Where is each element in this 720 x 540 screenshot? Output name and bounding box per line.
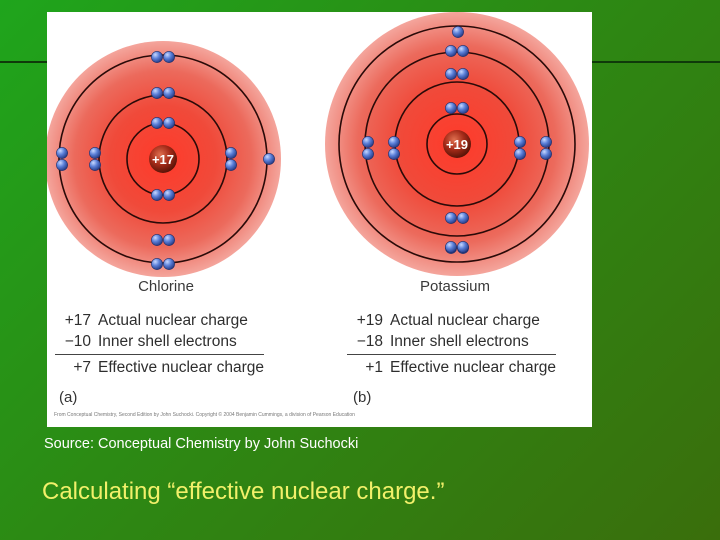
electron [457,241,468,252]
electron [56,147,67,158]
left-row-inner [55,331,264,352]
electron [540,148,551,159]
electron [163,189,174,200]
right-divider-line [592,61,720,63]
chlorine-atom [47,41,281,277]
electron [163,258,174,269]
electron [151,117,162,128]
right-effective-value: +1 [365,359,383,376]
electron [457,102,468,113]
potassium-nucleus-charge: +19 [445,137,469,152]
electron [457,68,468,79]
electron [540,136,551,147]
electron [457,45,468,56]
right-inner-value: −18 [356,333,383,350]
left-actual-label: Actual nuclear charge [98,312,248,329]
electron [89,159,100,170]
panel-label-b: (b) [353,389,372,406]
left-row-effective [55,354,264,378]
right-actual-label: Actual nuclear charge [390,312,540,329]
electron [163,117,174,128]
left-charge-table [55,310,264,378]
figure-credit: From Conceptual Chemistry, Second Edition by John Suchocki. Copyright © 2004 Benjamin Cummings, a division of Pearson Education [54,412,355,418]
left-actual-value: +17 [64,312,91,329]
right-element-name: Potassium [419,278,491,295]
left-element-name: Chlorine [138,278,194,295]
electron [151,234,162,245]
electron [362,148,373,159]
electron [163,51,174,62]
right-row-actual [347,310,556,331]
right-row-inner [347,331,556,352]
electron [89,147,100,158]
electron [56,159,67,170]
electron [225,159,236,170]
electron [263,153,274,164]
right-charge-table [347,310,556,378]
potassium-atom [325,12,589,276]
source-text: Source: Conceptual Chemistry by John Suchocki [44,436,359,452]
electron [151,189,162,200]
electron [151,258,162,269]
left-row-actual [55,310,264,331]
right-inner-label: Inner shell electrons [390,333,529,350]
left-inner-value: −10 [64,333,91,350]
electron [445,102,456,113]
electron [163,87,174,98]
electron [445,68,456,79]
electron [445,45,456,56]
left-effective-value: +7 [73,359,91,376]
left-divider-line [0,61,47,63]
electron [388,148,399,159]
electron [514,148,525,159]
electron [514,136,525,147]
slide-caption: Calculating “effective nuclear charge.” [42,478,445,505]
electron [445,241,456,252]
right-actual-value: +19 [356,312,383,329]
electron [225,147,236,158]
electron [362,136,373,147]
atom-figure [47,12,592,427]
panel-label-a: (a) [59,389,78,406]
electron [457,212,468,223]
electron [388,136,399,147]
left-effective-label: Effective nuclear charge [98,359,265,376]
electron [163,234,174,245]
chlorine-nucleus-charge: +17 [151,152,175,167]
right-row-effective [347,354,556,378]
electron [151,51,162,62]
electron [452,26,463,37]
electron [445,212,456,223]
electron [151,87,162,98]
left-inner-label: Inner shell electrons [98,333,237,350]
right-effective-label: Effective nuclear charge [390,359,557,376]
